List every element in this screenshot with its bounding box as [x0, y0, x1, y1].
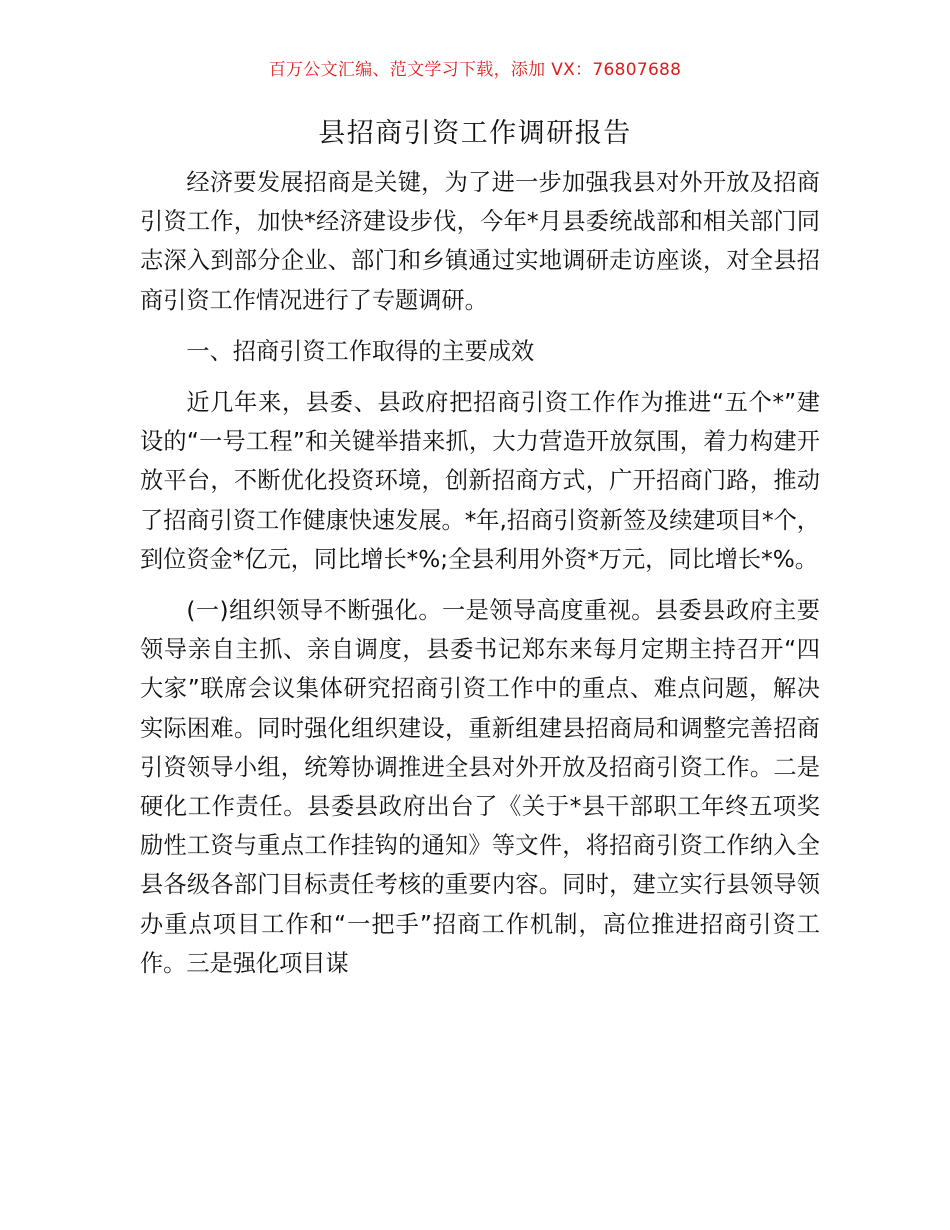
organization-paragraph: (一)组织领导不断强化。一是领导高度重视。县委县政府主要领导亲自主抓、亲自调度，县委书记郑东来每月定期主持召开“四大家”联席会议集体研究招商引资工作中的重点、难点问题，解决实际困难。同时强化组织建设，重新组建县招商局和调整完善招商引资领导小组，统筹协调推进全县对外开放及招商引资工作。二是硬化工作责任。县委县政府出台了《关于*县干部职工年终五项奖励性工资与重点工作挂钩的通知》等文件，将招商引资工作纳入全县各级各部门目标责任考核的重要内容。同时，建立实行县领导领办重点项目工作和“一把手”招商工作机制，高位推进招商引资工作。三是强化项目谋	[140, 597, 820, 977]
achievements-paragraph: 近几年来，县委、县政府把招商引资工作作为推进“五个*”建设的“一号工程”和关键举措来抓，大力营造开放氛围，着力构建开放平台，不断优化投资环境，创新招商方式，广开招商门路，推动了招商引资工作健康快速发展。*年,招商引资新签及续建项目*个，到位资金*亿元，同比增长*%;全县利用外资*万元，同比增长*%。	[140, 389, 820, 573]
section-heading-1: 一、招商引资工作取得的主要成效	[186, 337, 535, 365]
download-promo-header: 百万公文汇编、范文学习下载，添加 VX：76807688	[268, 60, 682, 80]
document-title: 县招商引资工作调研报告	[318, 118, 632, 149]
intro-paragraph: 经济要发展招商是关键，为了进一步加强我县对外开放及招商引资工作，加快*经济建设步伐，今年*月县委统战部和相关部门同志深入到部分企业、部门和乡镇通过实地调研走访座谈，对全县招商引资工作情况进行了专题调研。	[140, 169, 820, 314]
document-body	[140, 163, 820, 983]
